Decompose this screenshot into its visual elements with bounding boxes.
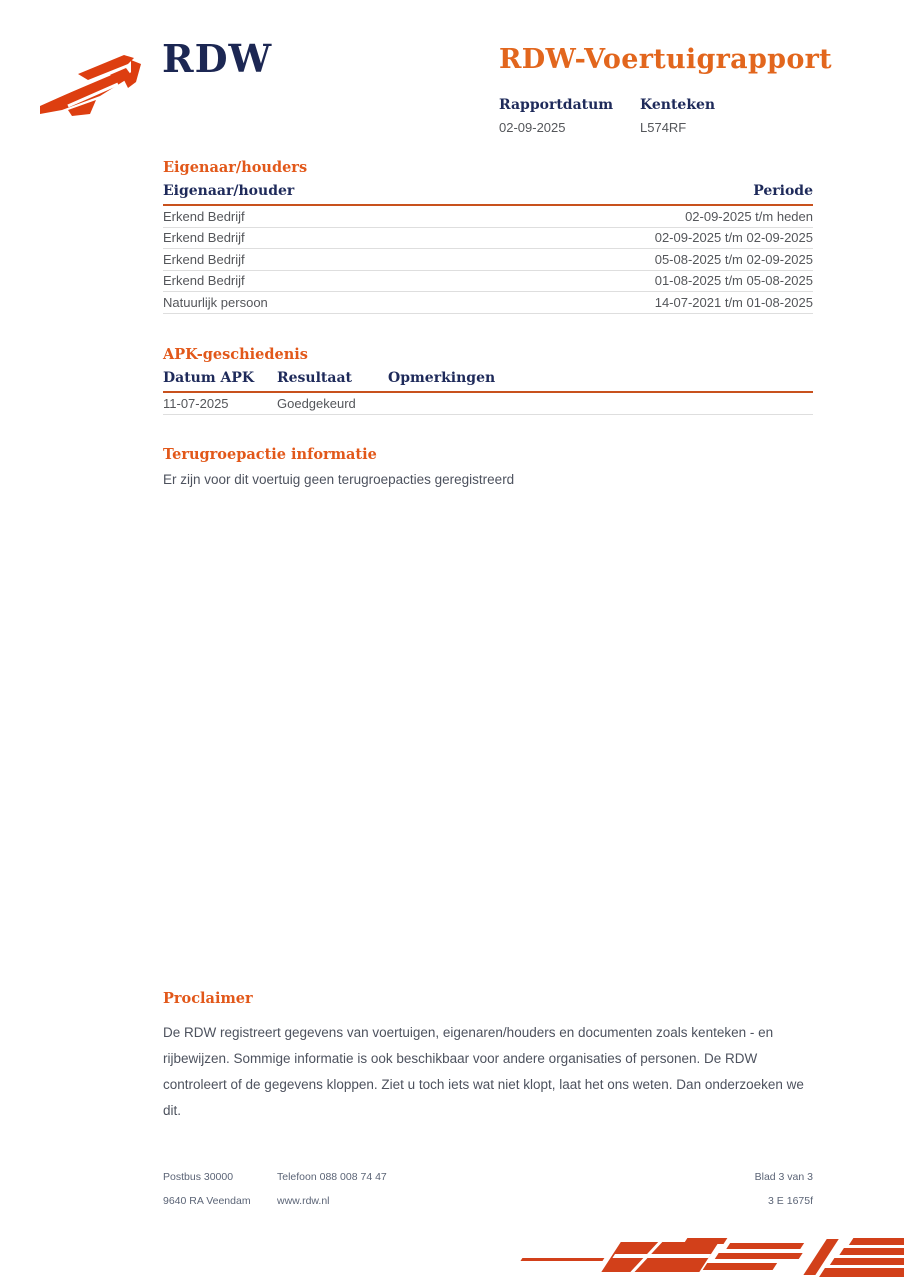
table-row (163, 393, 813, 415)
proclaimer-section (163, 990, 813, 1124)
table-row (163, 271, 813, 293)
apk-result-cell: Goedgekeurd (277, 395, 356, 411)
footer-page-info: Blad 3 van 3 (754, 1171, 813, 1183)
owners-section-title: Eigenaar/houders (163, 159, 308, 176)
owner-cell: Erkend Bedrijf (163, 208, 245, 224)
proclaimer-section-title: Proclaimer (163, 990, 253, 1007)
footer-line-1 (163, 1171, 813, 1183)
document-title: RDW-Voertuigrapport (499, 44, 832, 75)
report-meta (499, 97, 781, 135)
apk-col-remarks: Opmerkingen (388, 370, 496, 386)
footer-line-2 (163, 1195, 813, 1207)
table-row (163, 206, 813, 228)
owners-col-period: Periode (753, 183, 813, 199)
owners-section (163, 159, 813, 314)
footer-address-line1: Postbus 30000 (163, 1171, 234, 1183)
report-date-value: 02-09-2025 (499, 120, 566, 135)
proclaimer-text: De RDW registreert gegevens van voertuigen, eigenaren/houders en documenten zoals kenteken - en rijbewijzen. Sommige informatie is ook beschikbaar voor andere organisaties of personen. De RDW controleert of de gegevens kloppen. Ziet u toch iets wat niet klopt, laat het ons weten. Dan onderzoeken we dit. (163, 1025, 804, 1118)
apk-col-date: Datum APK (163, 370, 255, 386)
recall-section-title: Terugroepactie informatie (163, 446, 377, 463)
footer-doc-code: 3 E 1675f (768, 1195, 813, 1207)
period-cell: 14-07-2021 t/m 01-08-2025 (654, 294, 813, 310)
owner-cell: Erkend Bedrijf (163, 273, 245, 289)
apk-table (163, 370, 813, 415)
license-plate-value: L574RF (640, 120, 687, 135)
owners-table-header (163, 183, 813, 206)
footer-website: www.rdw.nl (277, 1195, 330, 1207)
license-plate-label: Kenteken (640, 97, 716, 113)
rdw-logo-text: RDW (162, 36, 273, 81)
footer-address-line2: 9640 RA Veendam (163, 1195, 251, 1207)
owner-cell: Erkend Bedrijf (163, 251, 245, 267)
report-date-block (499, 97, 640, 135)
apk-section (163, 346, 813, 415)
owners-table (163, 183, 813, 314)
owner-cell: Natuurlijk persoon (163, 294, 268, 310)
apk-table-header (163, 370, 813, 393)
footer-phone: Telefoon 088 008 74 47 (277, 1171, 387, 1183)
report-date-label: Rapportdatum (499, 97, 614, 113)
recall-text: Er zijn voor dit voertuig geen terugroepacties geregistreerd (163, 472, 515, 487)
table-row (163, 292, 813, 314)
apk-col-result: Resultaat (277, 370, 352, 386)
period-cell: 02-09-2025 t/m 02-09-2025 (654, 230, 813, 246)
period-cell: 02-09-2025 t/m heden (685, 208, 813, 224)
recall-section (163, 446, 813, 487)
apk-date-cell: 11-07-2025 (163, 395, 229, 411)
license-plate-block (640, 97, 781, 135)
table-row (163, 228, 813, 250)
owner-cell: Erkend Bedrijf (163, 230, 245, 246)
period-cell: 01-08-2025 t/m 05-08-2025 (654, 273, 813, 289)
period-cell: 05-08-2025 t/m 02-09-2025 (654, 251, 813, 267)
rdw-wing-logo-icon (38, 52, 158, 118)
owners-col-owner: Eigenaar/houder (163, 183, 295, 199)
speed-stripes-graphic-icon (492, 1234, 904, 1280)
table-row (163, 249, 813, 271)
apk-section-title: APK-geschiedenis (163, 346, 308, 363)
